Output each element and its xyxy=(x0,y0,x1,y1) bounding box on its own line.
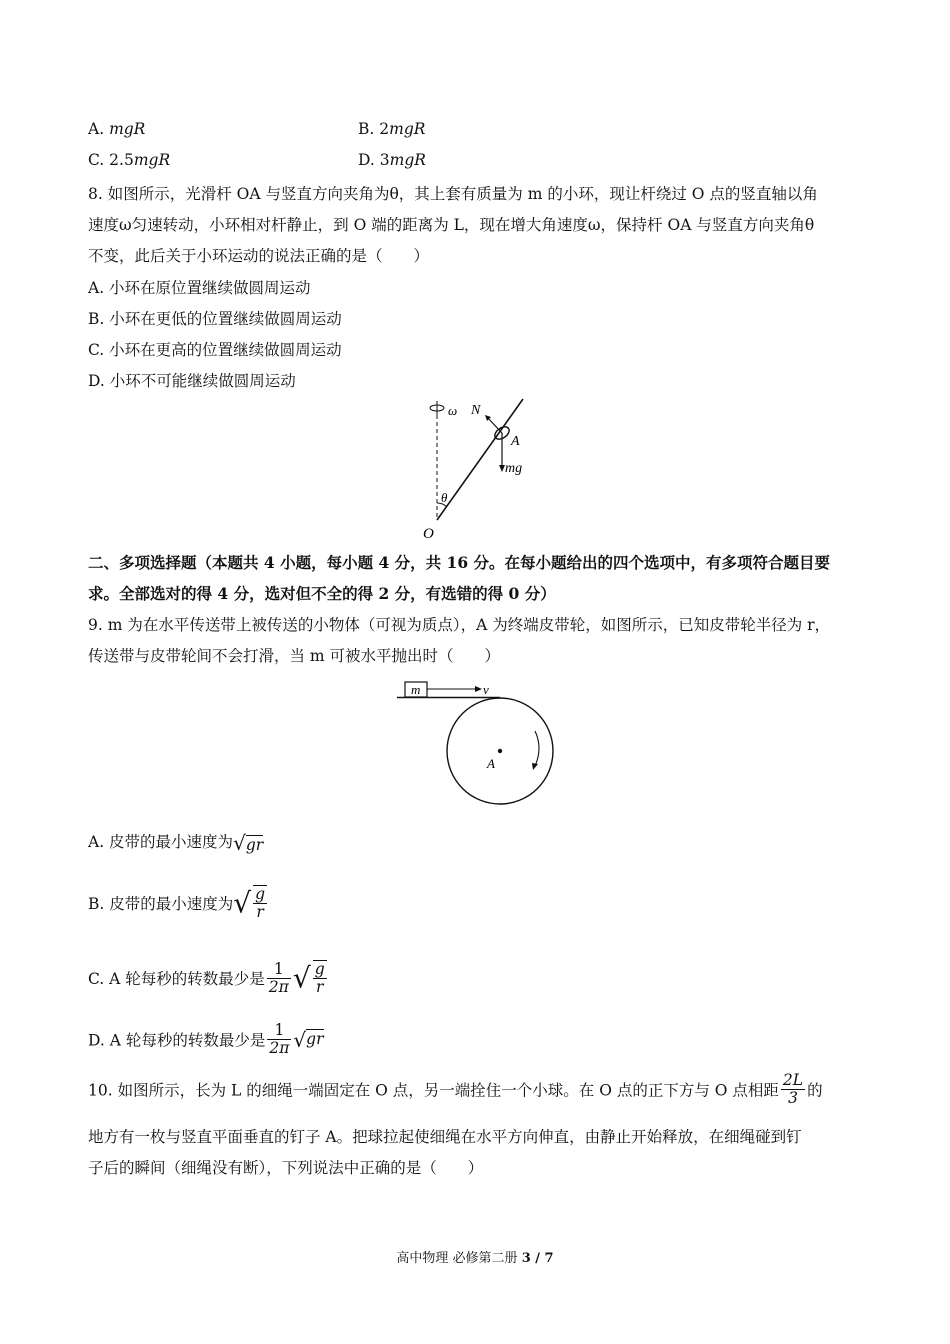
q7-option-a: A. mgR xyxy=(88,120,146,138)
sqrt-gr: √gr xyxy=(233,831,264,855)
q8-stem-line1: 8. 如图所示，光滑杆 OA 与竖直方向夹角为θ，其上套有质量为 m 的小环，现让杆绕过 O 点的竖直轴以角 xyxy=(88,185,818,203)
q8-stem-line3: 不变，此后关于小环运动的说法正确的是（ ） xyxy=(88,247,430,265)
q8-option-c: C. 小环在更高的位置继续做圆周运动 xyxy=(88,341,342,359)
q9-option-b xyxy=(88,885,269,921)
o-label: O xyxy=(423,526,434,542)
rotation-arc xyxy=(535,731,539,766)
section2-heading-line2: 求。全部选对的得 4 分，选对但不全的得 2 分，有选错的得 0 分） xyxy=(88,584,556,603)
q10-stem-line1: 10. 如图所示，长为 L 的细绳一端固定在 O 点，另一端拴住一个小球。在 O 点的正下方与 O 点相距 $\frac{2L}{3}$ 的 xyxy=(88,1071,823,1108)
q9-option-a xyxy=(88,830,263,855)
q10-stem-line3: 子后的瞬间（细绳没有断），下列说法中正确的是（ ） xyxy=(88,1159,484,1177)
velocity-arrowhead-icon xyxy=(475,686,482,692)
v-label: v xyxy=(483,682,489,697)
m-label: m xyxy=(411,682,421,697)
a-label: A xyxy=(487,756,495,771)
sqrt-gr: √gr xyxy=(293,1027,324,1052)
section2-heading-line1: 二、多项选择题（本题共 4 小题，每小题 4 分，共 16 分。在每小题给出的四个选项中，有多项符合题目要 xyxy=(88,553,831,572)
q9-conveyor-figure xyxy=(395,676,565,841)
q9-option-d-text: D. A 轮每秒的转数最少是 xyxy=(88,1031,266,1050)
q9-option-c xyxy=(88,960,329,996)
sqrt-g-over-r: √ $\frac{g}{r}$ xyxy=(292,960,325,997)
q8-option-a: A. 小环在原位置继续做圆周运动 xyxy=(88,279,311,297)
q7-option-b: B. 2mgR xyxy=(358,120,426,138)
rotation-arrowhead-icon xyxy=(532,763,538,770)
omega-label: ω xyxy=(448,403,458,418)
q8-stem-line2: 速度ω匀速转动，小环相对杆静止，到 O 端的距离为 L，现在增大角速度ω，保持杆 OA 与竖直方向夹角θ xyxy=(88,216,815,234)
normal-force-arrow xyxy=(487,417,502,433)
pulley-center xyxy=(498,749,502,753)
page-footer: 高中物理 必修第二册 3 / 7 xyxy=(396,1251,554,1266)
q7-option-d: D. 3mgR xyxy=(358,151,426,169)
q10-stem-line2: 地方有一枚与竖直平面垂直的钉子 A。把球拉起使细绳在水平方向伸直，由静止开始释放，在细绳碰到钉 xyxy=(88,1128,802,1146)
q9-option-c-text: C. A 轮每秒的转数最少是 xyxy=(88,970,265,989)
one-over-two-pi: $\frac{1}{2\pi}$ xyxy=(268,959,289,996)
q9-stem-line2: 传送带与皮带轮间不会打滑，当 m 可被水平抛出时（ ） xyxy=(88,647,501,665)
q9-stem-line1: 9. m 为在水平传送带上被传送的小物体（可视为质点），A 为终端皮带轮，如图所示，已知皮带轮半径为 r， xyxy=(88,616,831,634)
a-label: A xyxy=(511,434,520,449)
q9-option-d xyxy=(88,1022,324,1057)
one-over-two-pi: $\frac{1}{2\pi}$ xyxy=(269,1021,290,1058)
two-l-over-three: $\frac{2L}{3}$ xyxy=(782,1071,804,1108)
q8-option-d: D. 小环不可能继续做圆周运动 xyxy=(88,372,296,390)
q9-option-a-text: A. 皮带的最小速度为 xyxy=(88,833,234,851)
q7-option-c: C. 2.5mgR xyxy=(88,151,171,169)
q9-option-b-text: B. 皮带的最小速度为 xyxy=(88,895,234,914)
q8-option-b: B. 小环在更低的位置继续做圆周运动 xyxy=(88,310,342,328)
n-label: N xyxy=(471,403,481,418)
sqrt-g-over-r: √ $\frac{g}{r}$ xyxy=(233,885,266,922)
mg-label: mg xyxy=(505,461,523,476)
theta-label: θ xyxy=(441,490,448,505)
q8-rod-figure xyxy=(415,395,545,545)
